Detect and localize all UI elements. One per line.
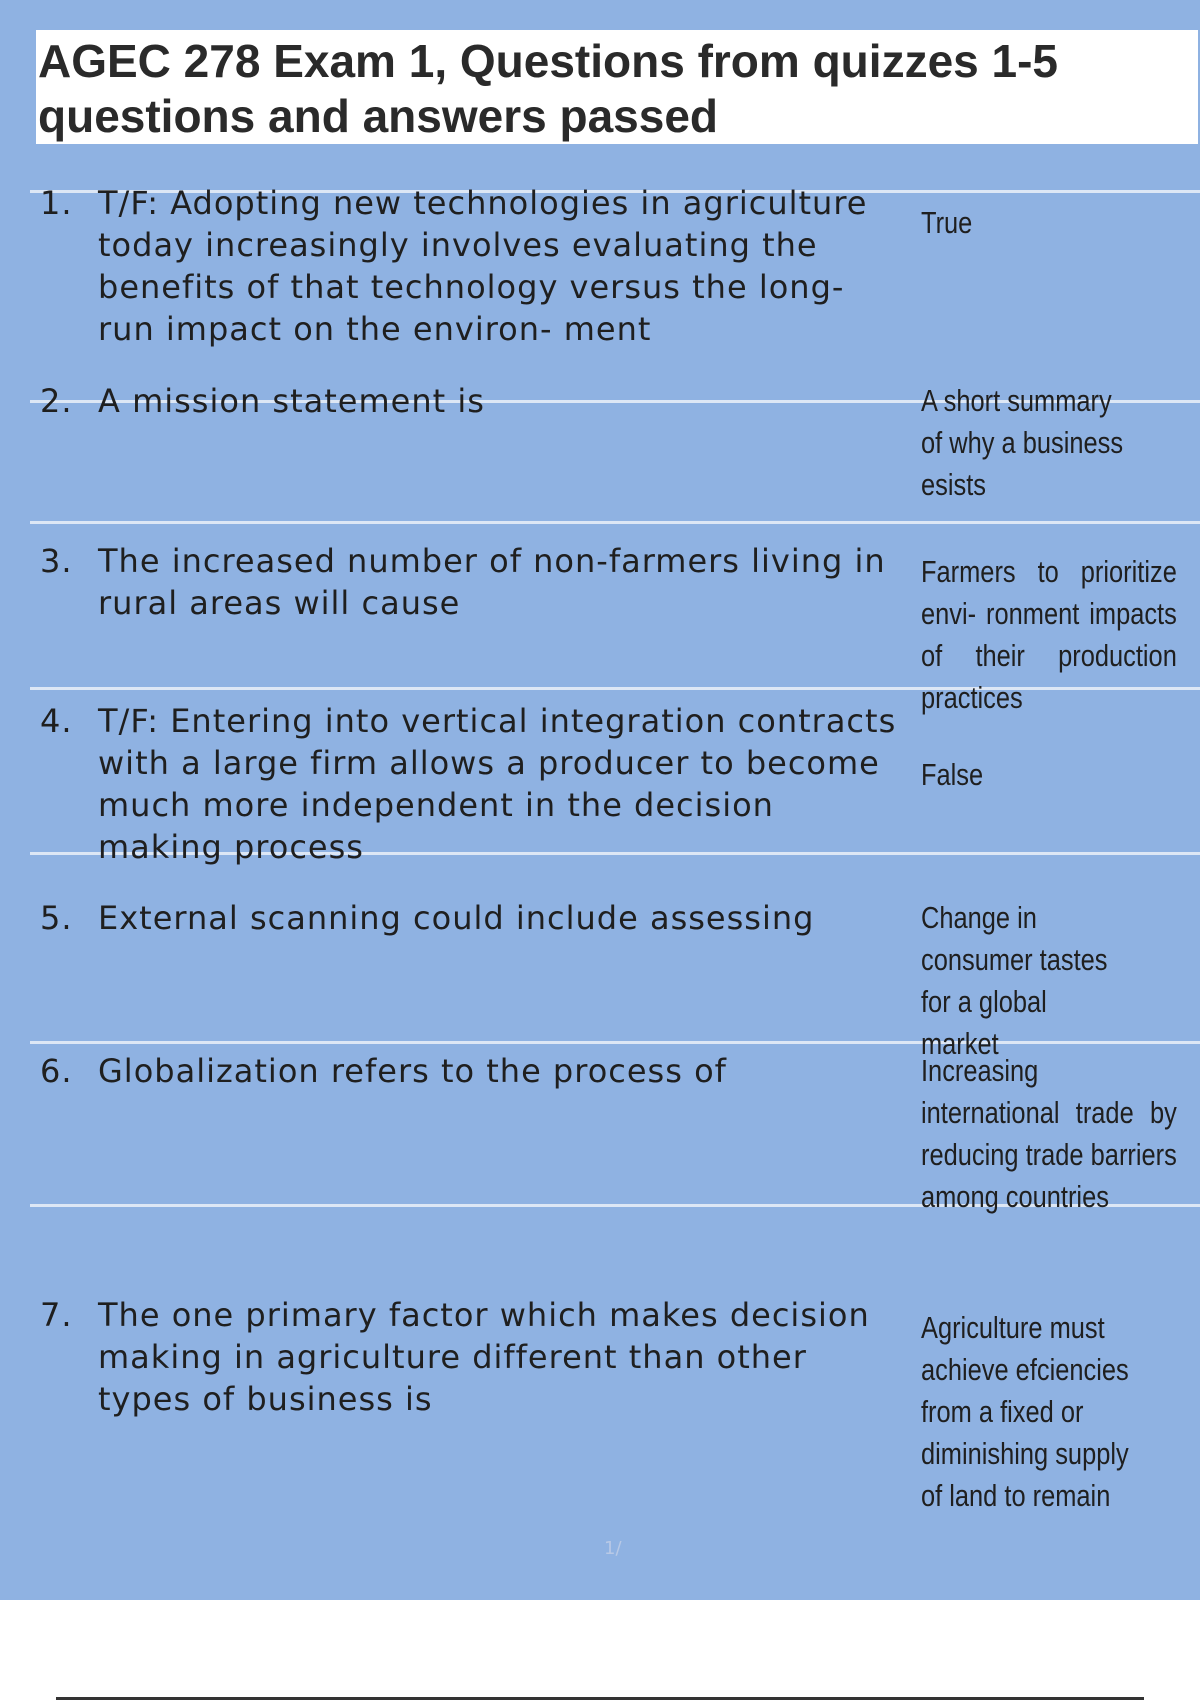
document-title: AGEC 278 Exam 1, Questions from quizzes 1-5 questions and answers passed [38, 35, 1058, 142]
row-divider [30, 521, 1200, 524]
question-number: 4. [40, 702, 73, 740]
answer-text: Farmers to prioritize envi- ronment impacts of their production practices [921, 554, 1177, 715]
question-number: 2. [40, 382, 73, 420]
question-number: 7. [40, 1296, 73, 1334]
question-text: T/F: Entering into vertical integration contracts with a large firm allows a producer to become much more independent in the decision making process [98, 702, 897, 866]
question-text: The increased number of non-farmers living in rural areas will cause [98, 542, 886, 622]
question-text: The one primary factor which makes decision making in agriculture different than other types of business is [98, 1296, 870, 1418]
answer-text: Agriculture must achieve efciencies from a fixed or diminishing supply of land to remain [921, 1310, 1129, 1513]
question-number: 5. [40, 899, 73, 937]
answer-text: Increasing international trade by reducing trade barriers among countries [921, 1053, 1177, 1214]
question-text: A mission statement is [98, 382, 485, 420]
title-box [36, 30, 1198, 144]
question-number: 1. [40, 184, 73, 222]
question-text: Globalization refers to the process of [98, 1052, 727, 1090]
question-text: T/F: Adopting new technologies in agriculture today increasingly involves evaluating the benefits of that technology versus the long-run impact on the environ- ment [98, 184, 868, 348]
question-text: External scanning could include assessing [98, 899, 815, 937]
answer-text: True [921, 205, 973, 240]
question-number: 3. [40, 542, 73, 580]
answer-text: A short summary of why a business esists [921, 383, 1124, 502]
answer-text: False [921, 757, 984, 792]
question-number: 6. [40, 1052, 73, 1090]
page-number: 1/ [604, 1538, 622, 1559]
answer-text: Change in consumer tastes for a global market [921, 900, 1108, 1061]
